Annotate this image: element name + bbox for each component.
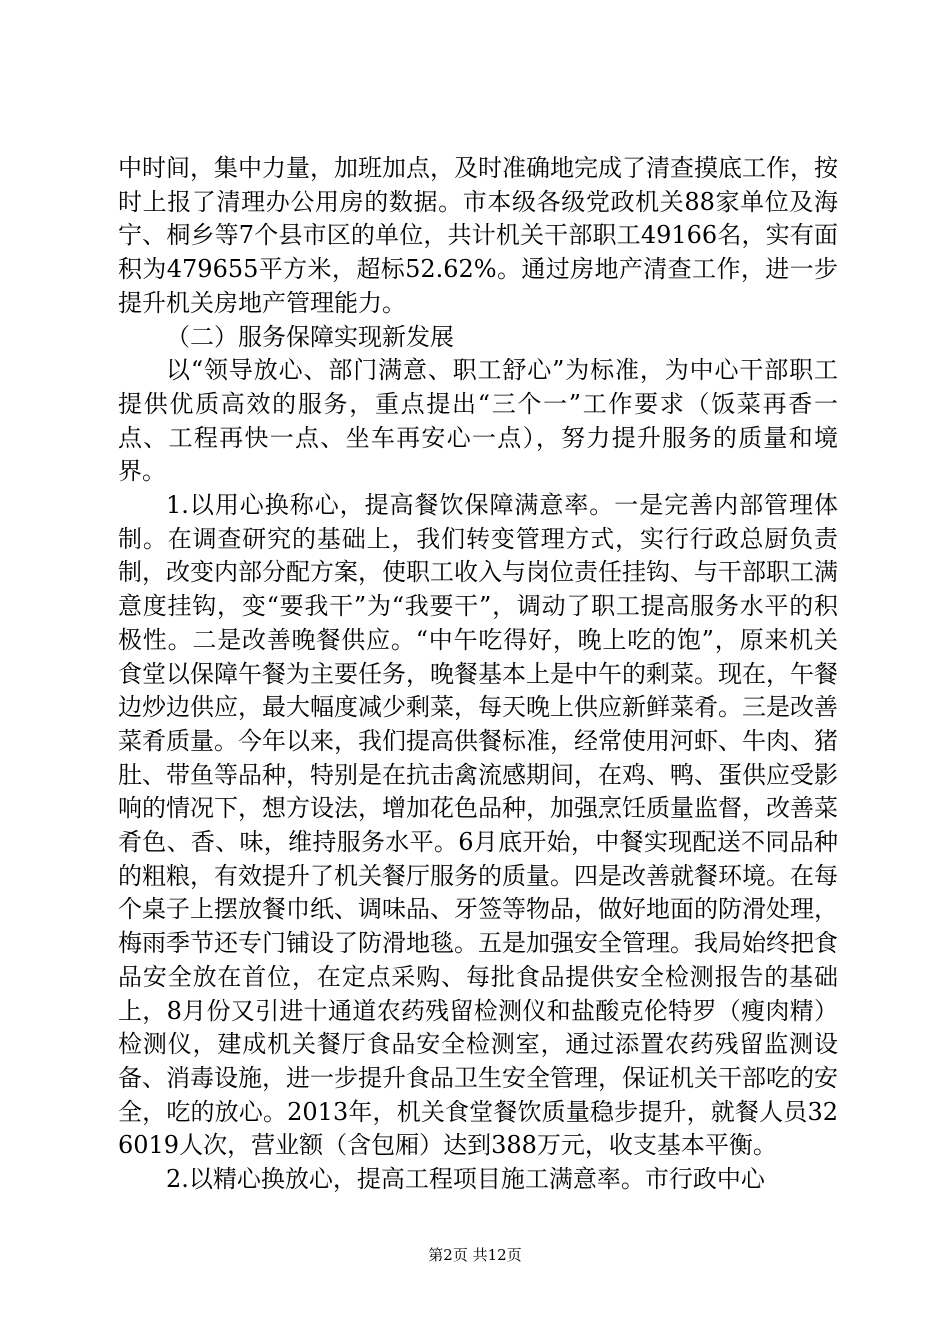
paragraph-3: 1.以用心换称心，提高餐饮保障满意率。一是完善内部管理体制。在调查研究的基础上，我们转变管理方式，实行行政总厨负责制，改变内部分配方案，使职工收入与岗位责任挂钩、与干部职工满意度挂钩，变“要我干”为“我要干”，调动了职工提高服务水平的积极性。二是改善晚餐供应。“中午吃得好，晚上吃的饱”，原来机关食堂以保障午餐为主要任务，晚餐基本上是中午的剩菜。现在，午餐边炒边供应，最大幅度减少剩菜，每天晚上供应新鲜菜肴。三是改善菜肴质量。今年以来，我们提高供餐标准，经常使用河虾、牛肉、猪肚、带鱼等品种，特别是在抗击禽流感期间，在鸡、鸭、蛋供应受影响的情况下，想方设法，增加花色品种，加强烹饪质量监督，改善菜肴色、香、味，维持服务水平。6月底开始，中餐实现配送不同品种的粗粮，有效提升了机关餐厅服务的质量。四是改善就餐环境。在每个桌子上摆放餐巾纸、调味品、牙签等物品，做好地面的防滑处理，梅雨季节还专门铺设了防滑地毯。五是加强安全管理。我局始终把食品安全放在首位，在定点采购、每批食品提供安全检测报告的基础上，8月份又引进十通道农药残留检测仪和盐酸克伦特罗（瘦肉精）检测仪，建成机关餐厅食品安全检测室，通过添置农药残留监测设备、消毒设施，进一步提升食品卫生安全管理，保证机关干部吃的安全，吃的放心。2013年，机关食堂餐饮质量稳步提升，就餐人员326019人次，营业额（含包厢）达到388万元，收支基本平衡。 <box>118 491 838 1160</box>
paragraph-2: 以“领导放心、部门满意、职工舒心”为标准，为中心干部职工提供优质高效的服务，重点提出“三个一”工作要求（饭菜再香一点、工程再快一点、坐车再安心一点），努力提升服务的质量和境界。 <box>118 356 838 486</box>
section-heading: （二）服务保障实现新发展 <box>166 322 454 351</box>
page-footer: 第2页 共12页 <box>428 1246 522 1264</box>
paragraph-4: 2.以精心换放心，提高工程项目施工满意率。市行政中心 <box>166 1165 765 1194</box>
document-body <box>118 152 838 1197</box>
paragraph-1: 中时间，集中力量，加班加点，及时准确地完成了清查摸底工作，按时上报了清理办公用房的数据。市本级各级党政机关88家单位及海宁、桐乡等7个县市区的单位，共计机关干部职工49166名，实有面积为479655平方米，超标52.62%。通过房地产清查工作，进一步提升机关房地产管理能力。 <box>118 154 838 317</box>
